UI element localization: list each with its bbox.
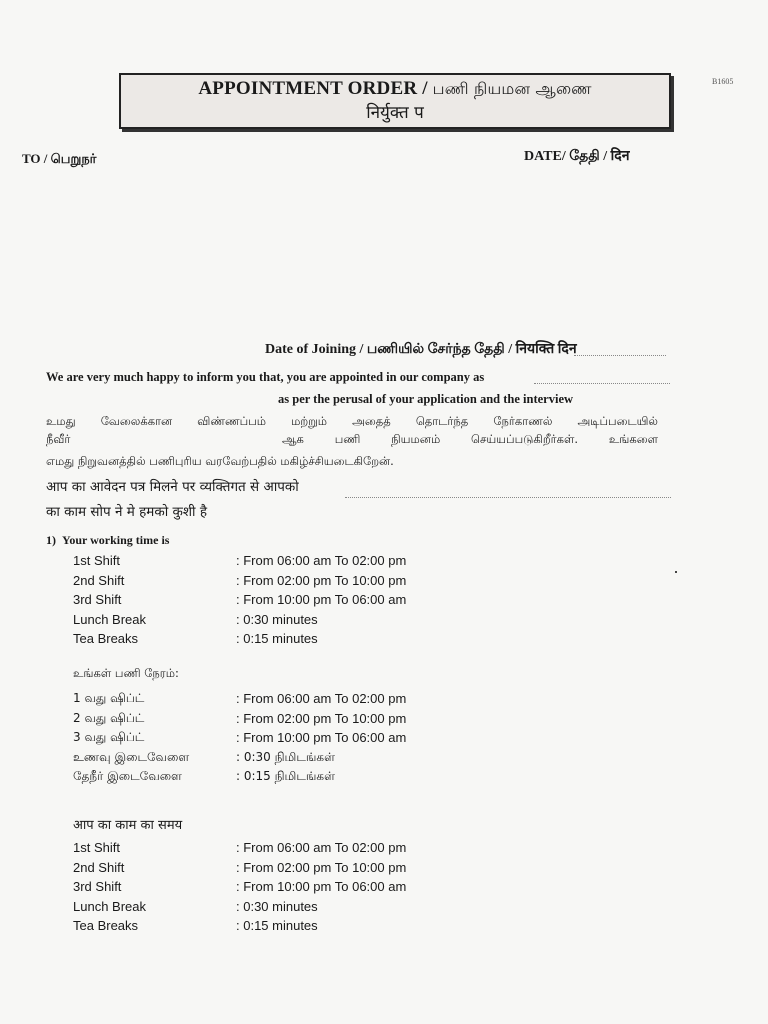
schedule-value: : From 10:00 pm To 06:00 am bbox=[236, 592, 407, 607]
tamil-word: செய்யப்படுகிறீர்கள். bbox=[471, 432, 579, 446]
schedule-english bbox=[73, 553, 493, 651]
section-number: 1) bbox=[46, 533, 56, 547]
schedule-row bbox=[73, 918, 493, 938]
schedule-row bbox=[73, 553, 493, 573]
schedule-value: : From 10:00 pm To 06:00 am bbox=[236, 730, 407, 745]
working-time-heading-hindi: आप का काम का समय bbox=[73, 818, 183, 833]
date-label: DATE/ தேதி / दिन bbox=[524, 149, 630, 164]
date-of-joining-blank bbox=[574, 355, 666, 356]
schedule-value: : From 02:00 pm To 10:00 pm bbox=[236, 710, 407, 726]
schedule-value: : From 02:00 pm To 10:00 pm bbox=[236, 572, 407, 588]
schedule-row bbox=[73, 840, 493, 860]
tamil-word: நீவீர் bbox=[46, 432, 71, 446]
page-title bbox=[121, 78, 669, 100]
tamil-word: நியமனம் bbox=[391, 432, 441, 446]
schedule-row bbox=[73, 750, 493, 770]
schedule-label: 2 வது ஷிப்ட் bbox=[73, 710, 145, 725]
title-tamil: பணி நியமன ஆணை bbox=[432, 79, 592, 98]
designation-blank bbox=[534, 383, 670, 384]
schedule-label: 1st Shift bbox=[73, 840, 120, 855]
schedule-label: Tea Breaks bbox=[73, 631, 139, 646]
intro-hindi-line-2: का काम सोप ने मे हमको कुशी है bbox=[46, 504, 208, 520]
tamil-word: அடிப்படையில் bbox=[577, 414, 658, 428]
schedule-hindi bbox=[73, 840, 493, 938]
schedule-value: : 0:30 minutes bbox=[236, 898, 318, 914]
schedule-row bbox=[73, 860, 493, 880]
designation-blank-hindi bbox=[345, 497, 671, 498]
schedule-label: Lunch Break bbox=[73, 898, 146, 914]
schedule-value: : 0:15 minutes bbox=[236, 918, 318, 933]
schedule-label: 2nd Shift bbox=[73, 859, 125, 875]
schedule-tamil bbox=[73, 691, 493, 789]
intro-english-line-2: as per the perusal of your application and the interview bbox=[278, 392, 574, 406]
schedule-label: Tea Breaks bbox=[73, 918, 139, 933]
tamil-word: அதைத் bbox=[352, 414, 391, 428]
tamil-word: தொடர்ந்த bbox=[415, 414, 469, 428]
schedule-row bbox=[73, 769, 493, 789]
tamil-word: மற்றும் bbox=[291, 414, 328, 428]
schedule-value: : 0:15 minutes bbox=[236, 631, 318, 646]
title-separator: / bbox=[417, 78, 433, 99]
schedule-label: Lunch Break bbox=[73, 611, 146, 627]
tamil-word: வேலைக்கான bbox=[100, 414, 173, 428]
schedule-row bbox=[73, 711, 493, 731]
schedule-value: : From 06:00 am To 02:00 pm bbox=[236, 553, 407, 568]
to-label: TO / பெறுநர் bbox=[22, 151, 97, 166]
tamil-word: ஆக bbox=[281, 432, 304, 446]
schedule-label: 1 வது ஷிப்ட் bbox=[73, 691, 145, 705]
tamil-word: விண்ணப்பம் bbox=[197, 414, 267, 428]
schedule-value: : From 06:00 am To 02:00 pm bbox=[236, 840, 407, 855]
scan-speck bbox=[675, 571, 677, 573]
title-english: APPOINTMENT ORDER bbox=[198, 78, 418, 99]
schedule-label: 3 வது ஷிப்ட் bbox=[73, 730, 145, 744]
intro-tamil-line-2 bbox=[46, 432, 658, 448]
date-of-joining-label: Date of Joining / பணியில் சேர்ந்த தேதி / नियक्ति दिन bbox=[265, 342, 577, 357]
schedule-row bbox=[73, 612, 493, 632]
schedule-label: தேநீர் இடைவேளை bbox=[73, 769, 182, 783]
schedule-label: 2nd Shift bbox=[73, 572, 125, 588]
intro-tamil-line-1 bbox=[46, 414, 658, 430]
designation-blank-tamil bbox=[101, 432, 251, 448]
schedule-row bbox=[73, 631, 493, 651]
schedule-value: : 0:15 நிமிடங்கள் bbox=[236, 769, 335, 783]
schedule-row bbox=[73, 879, 493, 899]
schedule-label: 3rd Shift bbox=[73, 879, 122, 894]
schedule-row bbox=[73, 899, 493, 919]
schedule-row bbox=[73, 592, 493, 612]
schedule-value: : From 10:00 pm To 06:00 am bbox=[236, 879, 407, 894]
schedule-row bbox=[73, 730, 493, 750]
title-box bbox=[119, 73, 671, 129]
schedule-value: : From 02:00 pm To 10:00 pm bbox=[236, 859, 407, 875]
schedule-value: : 0:30 minutes bbox=[236, 611, 318, 627]
schedule-row bbox=[73, 691, 493, 711]
tamil-word: உமது bbox=[46, 414, 76, 428]
tamil-word: பணி bbox=[334, 432, 361, 446]
working-time-heading bbox=[46, 533, 169, 548]
document-code: B1605 bbox=[712, 77, 734, 86]
schedule-value: : 0:30 நிமிடங்கள் bbox=[236, 749, 335, 764]
section-title: Your working time is bbox=[62, 533, 170, 547]
working-time-heading-tamil: உங்கள் பணி நேரம்: bbox=[73, 666, 179, 680]
schedule-value: : From 06:00 am To 02:00 pm bbox=[236, 691, 407, 706]
schedule-row bbox=[73, 573, 493, 593]
schedule-label: 1st Shift bbox=[73, 553, 120, 568]
schedule-label: உணவு இடைவேளை bbox=[73, 749, 190, 764]
intro-tamil-line-3: எமது நிறுவனத்தில் பணிபுரிய வரவேற்பதில் மகிழ்ச்சியடைகிறேன். bbox=[46, 454, 394, 468]
schedule-label: 3rd Shift bbox=[73, 592, 122, 607]
tamil-word: உங்களை bbox=[608, 432, 658, 446]
title-hindi: निर्युक्त प bbox=[366, 103, 424, 123]
tamil-word: நேர்காணல் bbox=[493, 414, 553, 428]
intro-hindi-line-1: आप का आवेदन पत्र मिलने पर व्यक्तिगत से आपको bbox=[46, 479, 299, 495]
intro-english-line-1: We are very much happy to inform you that, you are appointed in our company as bbox=[46, 370, 485, 384]
